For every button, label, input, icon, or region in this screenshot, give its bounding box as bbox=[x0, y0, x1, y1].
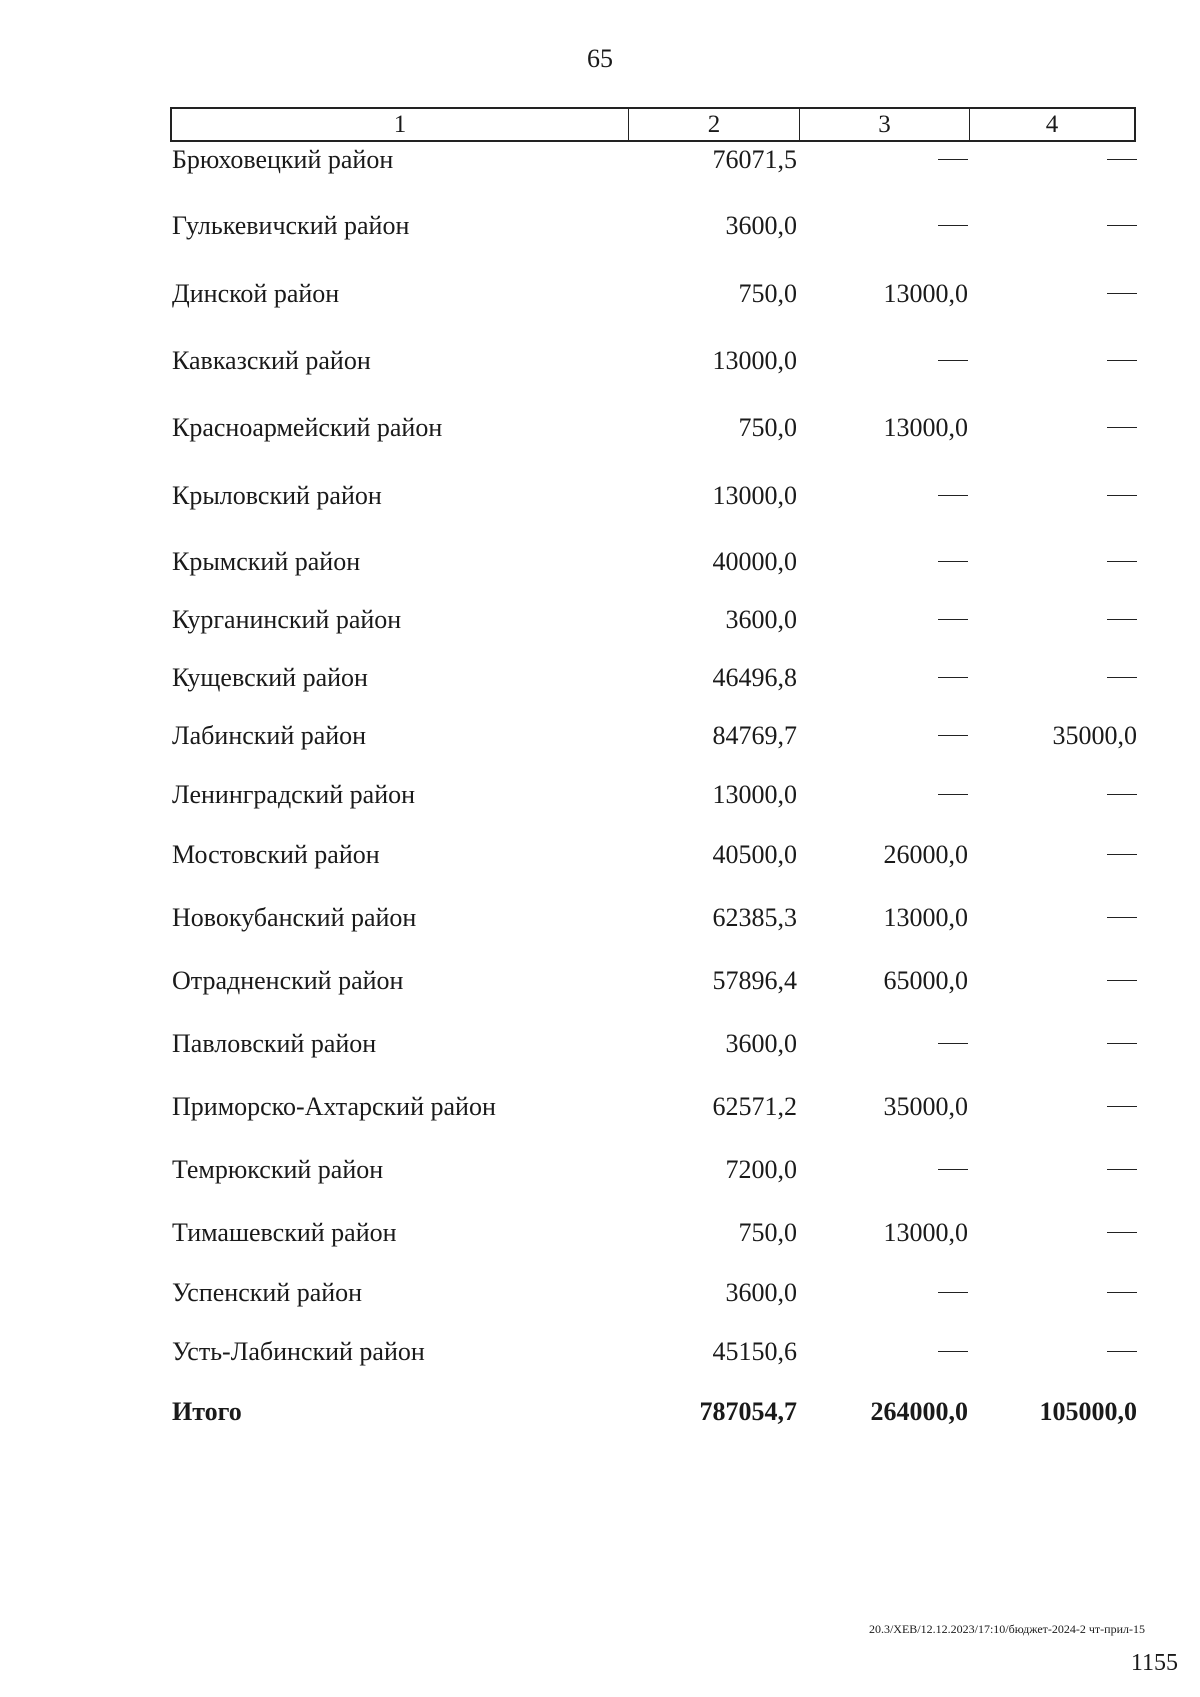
value-col-3: 13000,0 bbox=[883, 279, 968, 308]
district-name: Гулькевичский район bbox=[172, 211, 410, 240]
table-row bbox=[0, 1218, 1200, 1258]
district-name: Темрюкский район bbox=[172, 1155, 384, 1184]
table-row bbox=[0, 605, 1200, 645]
district-name: Кущевский район bbox=[172, 663, 368, 692]
page-number: 65 bbox=[587, 44, 613, 73]
value-col-4 bbox=[1107, 481, 1137, 511]
dash-mark bbox=[1107, 360, 1137, 362]
value-col-2: 46496,8 bbox=[712, 663, 797, 692]
value-col-3: 13000,0 bbox=[883, 1218, 968, 1247]
value-col-2: 7200,0 bbox=[725, 1155, 797, 1184]
district-name: Кавказский район bbox=[172, 346, 371, 375]
value-col-3 bbox=[938, 547, 968, 577]
value-col-2: 40000,0 bbox=[712, 547, 797, 576]
value-col-3 bbox=[938, 1278, 968, 1308]
value-col-4: 35000,0 bbox=[1052, 721, 1137, 750]
dash-mark bbox=[1107, 619, 1137, 621]
header-col-3: 3 bbox=[800, 109, 970, 140]
value-col-4 bbox=[1107, 663, 1137, 693]
value-col-2: 45150,6 bbox=[712, 1337, 797, 1366]
value-col-2: 3600,0 bbox=[725, 605, 797, 634]
district-name: Ленинградский район bbox=[172, 780, 416, 809]
district-name: Усть-Лабинский район bbox=[172, 1337, 425, 1366]
district-name: Павловский район bbox=[172, 1029, 377, 1058]
dash-mark bbox=[938, 677, 968, 679]
value-col-2: 40500,0 bbox=[712, 840, 797, 869]
value-col-3: 65000,0 bbox=[883, 966, 968, 995]
table-row bbox=[0, 780, 1200, 820]
value-col-4 bbox=[1107, 1278, 1137, 1308]
value-col-2: 750,0 bbox=[738, 279, 797, 308]
district-name: Приморско-Ахтарский район bbox=[172, 1092, 496, 1121]
dash-mark bbox=[938, 225, 968, 227]
table-row bbox=[0, 547, 1200, 587]
dash-mark bbox=[1107, 1043, 1137, 1045]
district-name: Отрадненский район bbox=[172, 966, 404, 995]
header-col-1: 1 bbox=[172, 109, 629, 140]
dash-mark bbox=[1107, 495, 1137, 497]
dash-mark bbox=[1107, 427, 1137, 429]
value-col-4 bbox=[1107, 966, 1137, 996]
table-row bbox=[0, 966, 1200, 1006]
dash-mark bbox=[938, 1043, 968, 1045]
dash-mark bbox=[938, 159, 968, 161]
value-col-3 bbox=[938, 780, 968, 810]
dash-mark bbox=[1107, 1106, 1137, 1108]
value-col-3 bbox=[938, 481, 968, 511]
dash-mark bbox=[938, 619, 968, 621]
table-row bbox=[0, 1029, 1200, 1069]
table-row bbox=[0, 346, 1200, 386]
value-col-2: 3600,0 bbox=[725, 1278, 797, 1307]
total-row bbox=[0, 1397, 1200, 1437]
value-col-4 bbox=[1107, 346, 1137, 376]
value-col-3 bbox=[938, 346, 968, 376]
document-code: 20.3/ХЕВ/12.12.2023/17:10/бюджет-2024-2 чт-прил-15 bbox=[868, 1622, 1145, 1636]
value-col-3 bbox=[938, 1029, 968, 1059]
dash-mark bbox=[1107, 1351, 1137, 1353]
value-col-2: 62571,2 bbox=[712, 1092, 797, 1121]
dash-mark bbox=[1107, 1169, 1137, 1171]
value-col-4 bbox=[1107, 1029, 1137, 1059]
table-row bbox=[0, 1155, 1200, 1195]
table-row bbox=[0, 1337, 1200, 1377]
value-col-4 bbox=[1107, 840, 1137, 870]
value-col-3: 26000,0 bbox=[883, 840, 968, 869]
district-name: Успенский район bbox=[172, 1278, 363, 1307]
district-name: Мостовский район bbox=[172, 840, 380, 869]
total-col-4: 105000,0 bbox=[1039, 1397, 1137, 1426]
dash-mark bbox=[1107, 159, 1137, 161]
value-col-3 bbox=[938, 605, 968, 635]
value-col-3: 35000,0 bbox=[883, 1092, 968, 1121]
dash-mark bbox=[1107, 561, 1137, 563]
value-col-3: 13000,0 bbox=[883, 413, 968, 442]
value-col-2: 57896,4 bbox=[712, 966, 797, 995]
dash-mark bbox=[938, 360, 968, 362]
value-col-3 bbox=[938, 145, 968, 175]
dash-mark bbox=[938, 561, 968, 563]
table-row bbox=[0, 145, 1200, 185]
total-col-2: 787054,7 bbox=[699, 1397, 797, 1426]
value-col-4 bbox=[1107, 413, 1137, 443]
value-col-4 bbox=[1107, 1155, 1137, 1185]
dash-mark bbox=[938, 735, 968, 737]
header-col-2: 2 bbox=[629, 109, 800, 140]
district-name: Крыловский район bbox=[172, 481, 382, 510]
value-col-4 bbox=[1107, 1337, 1137, 1367]
district-name: Брюховецкий район bbox=[172, 145, 394, 174]
value-col-2: 13000,0 bbox=[712, 780, 797, 809]
value-col-2: 13000,0 bbox=[712, 481, 797, 510]
value-col-4 bbox=[1107, 1218, 1137, 1248]
table-header bbox=[170, 107, 1136, 142]
table-row bbox=[0, 663, 1200, 703]
value-col-2: 62385,3 bbox=[712, 903, 797, 932]
value-col-3 bbox=[938, 721, 968, 751]
total-label: Итого bbox=[172, 1397, 242, 1426]
value-col-2: 13000,0 bbox=[712, 346, 797, 375]
table-row bbox=[0, 279, 1200, 319]
dash-mark bbox=[938, 1292, 968, 1294]
dash-mark bbox=[1107, 677, 1137, 679]
table-row bbox=[0, 211, 1200, 251]
dash-mark bbox=[1107, 917, 1137, 919]
dash-mark bbox=[938, 794, 968, 796]
table-row bbox=[0, 413, 1200, 453]
value-col-2: 3600,0 bbox=[725, 211, 797, 240]
value-col-4 bbox=[1107, 279, 1137, 309]
district-name: Крымский район bbox=[172, 547, 361, 576]
value-col-4 bbox=[1107, 605, 1137, 635]
dash-mark bbox=[938, 495, 968, 497]
table-row bbox=[0, 481, 1200, 521]
district-name: Новокубанский район bbox=[172, 903, 417, 932]
sheet-number: 1155 bbox=[1130, 1650, 1178, 1676]
dash-mark bbox=[1107, 1232, 1137, 1234]
dash-mark bbox=[1107, 225, 1137, 227]
table-row bbox=[0, 840, 1200, 880]
value-col-2: 3600,0 bbox=[725, 1029, 797, 1058]
value-col-4 bbox=[1107, 145, 1137, 175]
value-col-2: 750,0 bbox=[738, 1218, 797, 1247]
value-col-3 bbox=[938, 1337, 968, 1367]
value-col-4 bbox=[1107, 1092, 1137, 1122]
dash-mark bbox=[1107, 794, 1137, 796]
district-name: Красноармейский район bbox=[172, 413, 443, 442]
dash-mark bbox=[1107, 1292, 1137, 1294]
table-row bbox=[0, 1092, 1200, 1132]
table-row bbox=[0, 721, 1200, 761]
value-col-3 bbox=[938, 663, 968, 693]
district-name: Тимашевский район bbox=[172, 1218, 397, 1247]
value-col-4 bbox=[1107, 903, 1137, 933]
dash-mark bbox=[1107, 854, 1137, 856]
value-col-2: 84769,7 bbox=[712, 721, 797, 750]
value-col-3 bbox=[938, 1155, 968, 1185]
district-name: Курганинский район bbox=[172, 605, 402, 634]
header-col-4: 4 bbox=[1045, 110, 1059, 138]
value-col-4 bbox=[1107, 780, 1137, 810]
value-col-3: 13000,0 bbox=[883, 903, 968, 932]
value-col-2: 750,0 bbox=[738, 413, 797, 442]
value-col-3 bbox=[938, 211, 968, 241]
total-col-3: 264000,0 bbox=[870, 1397, 968, 1426]
dash-mark bbox=[938, 1351, 968, 1353]
value-col-4 bbox=[1107, 211, 1137, 241]
dash-mark bbox=[1107, 293, 1137, 295]
table-row bbox=[0, 1278, 1200, 1318]
dash-mark bbox=[938, 1169, 968, 1171]
district-name: Динской район bbox=[172, 279, 340, 308]
value-col-2: 76071,5 bbox=[712, 145, 797, 174]
dash-mark bbox=[1107, 980, 1137, 982]
table-row bbox=[0, 903, 1200, 943]
district-name: Лабинский район bbox=[172, 721, 367, 750]
value-col-4 bbox=[1107, 547, 1137, 577]
